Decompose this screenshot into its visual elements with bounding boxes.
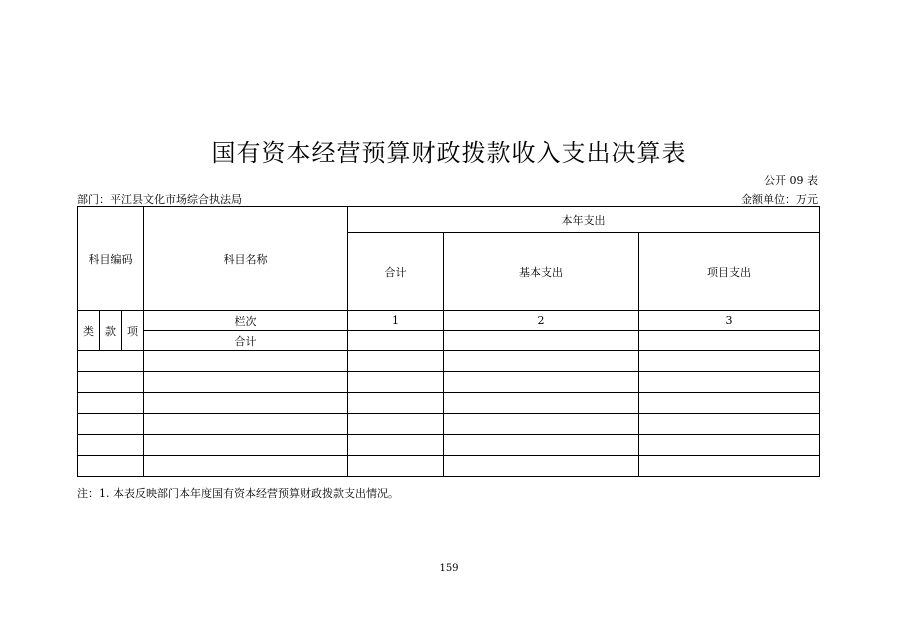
table-cell (444, 435, 639, 456)
total-row-label: 合计 (144, 331, 348, 351)
table-row (78, 372, 820, 393)
table-cell (78, 435, 144, 456)
header-current-year-expense: 本年支出 (348, 207, 820, 233)
footnote: 注：1. 本表反映部门本年度国有资本经营预算财政拨款支出情况。 (77, 487, 399, 500)
unit-label: 金额单位：万元 (741, 193, 818, 206)
table-cell (444, 393, 639, 414)
header-total: 合计 (348, 233, 444, 311)
table-row (78, 414, 820, 435)
table-cell (639, 372, 820, 393)
table-cell (444, 351, 639, 372)
page-number: 159 (439, 563, 459, 574)
table-cell (639, 456, 820, 477)
column-number-1: 1 (348, 311, 444, 331)
table-row (78, 351, 820, 372)
table-cell (78, 351, 144, 372)
header-project-expense: 项目支出 (639, 233, 820, 311)
table-cell (444, 372, 639, 393)
table-cell (78, 414, 144, 435)
table-cell (348, 331, 444, 351)
table-cell (348, 456, 444, 477)
table-header-row (78, 207, 820, 233)
header-basic-expense: 基本支出 (444, 233, 639, 311)
table-cell (639, 393, 820, 414)
table-cell (444, 414, 639, 435)
table-cell (144, 414, 348, 435)
table-row (78, 393, 820, 414)
table-cell (348, 351, 444, 372)
table-cell (78, 372, 144, 393)
column-number-3: 3 (639, 311, 820, 331)
header-item: 项 (122, 311, 144, 351)
table-cell (348, 372, 444, 393)
table-cell (639, 414, 820, 435)
table-cell (348, 435, 444, 456)
table-cell (444, 456, 639, 477)
table-cell (78, 393, 144, 414)
table-cell (144, 435, 348, 456)
table-cell (144, 372, 348, 393)
table-cell (348, 414, 444, 435)
table-cell (444, 331, 639, 351)
page-title: 国有资本经营预算财政拨款收入支出决算表 (211, 139, 687, 167)
table-cell (144, 393, 348, 414)
table-row (78, 331, 820, 351)
department-label: 部门：平江县文化市场综合执法局 (77, 193, 242, 206)
header-subject-name: 科目名称 (144, 207, 348, 311)
table-cell (639, 435, 820, 456)
header-section: 款 (100, 311, 122, 351)
column-order-label: 栏次 (144, 311, 348, 331)
table-cell (144, 456, 348, 477)
table-cell (78, 456, 144, 477)
budget-table (77, 206, 820, 477)
table-cell (144, 351, 348, 372)
table-cell (348, 393, 444, 414)
table-cell (639, 331, 820, 351)
header-class: 类 (78, 311, 100, 351)
table-row (78, 435, 820, 456)
table-cell (639, 351, 820, 372)
table-row (78, 311, 820, 331)
form-code: 公开 09 表 (764, 174, 818, 187)
header-subject-code: 科目编码 (78, 207, 144, 311)
column-number-2: 2 (444, 311, 639, 331)
table-row (78, 456, 820, 477)
